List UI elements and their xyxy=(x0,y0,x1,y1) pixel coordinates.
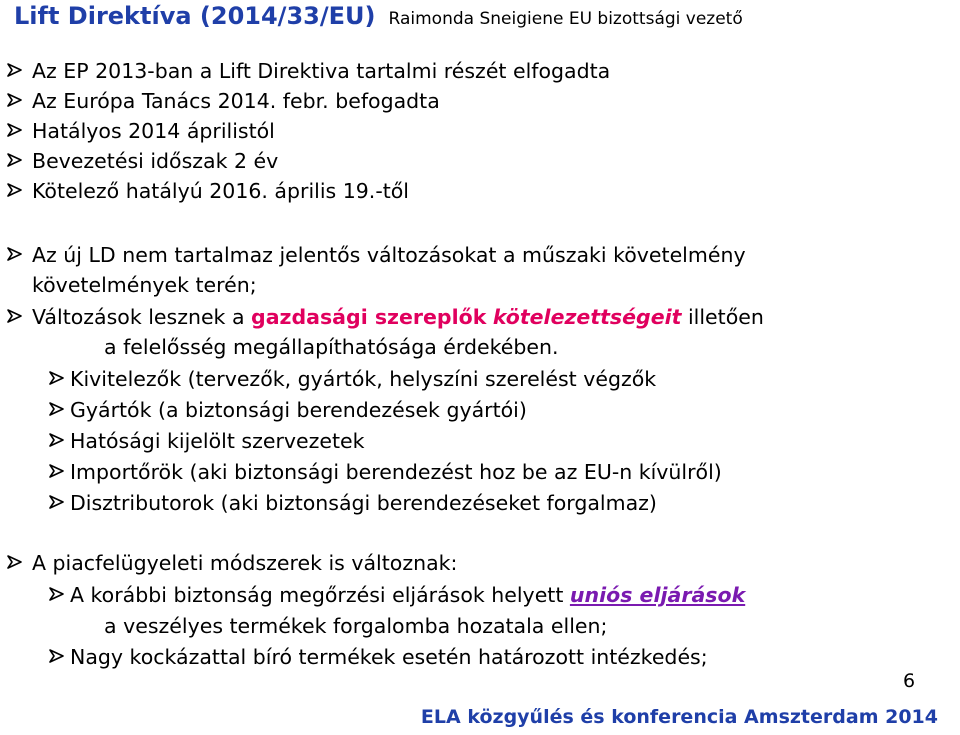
bullet-item: Az új LD nem tartalmaz jelentős változásokat a műszaki követelmény xyxy=(6,240,746,270)
arrow-bullet-icon xyxy=(48,401,70,417)
arrow-bullet-icon xyxy=(48,648,70,664)
arrow-bullet-icon xyxy=(48,370,70,386)
bullet-continuation: követelmények terén; xyxy=(32,273,257,297)
slide-title xyxy=(14,2,743,30)
bullet-continuation: a felelősség megállapíthatósága érdekében. xyxy=(104,335,559,359)
arrow-bullet-icon xyxy=(6,246,32,262)
bullet-item: A piacfelügyeleti módszerek is változnak: xyxy=(6,548,457,578)
union-procedures-link[interactable]: uniós eljárások xyxy=(569,583,746,607)
highlight-obligations: kötelezettségeit xyxy=(492,305,682,329)
sub-bullet-item: Gyártók (a biztonsági berendezések gyártói) xyxy=(48,395,527,425)
bullet-item: Az Európa Tanács 2014. febr. befogadta xyxy=(6,86,440,116)
arrow-bullet-icon xyxy=(48,432,70,448)
sub-bullet-item: A korábbi biztonság megőrzési eljárások helyett uniós eljárások xyxy=(48,580,745,610)
arrow-bullet-icon xyxy=(48,463,70,479)
footer-text: ELA közgyűlés és konferencia Amszterdam 2014 xyxy=(420,706,938,728)
arrow-bullet-icon xyxy=(6,152,32,168)
arrow-bullet-icon xyxy=(48,586,70,602)
bullet-item: Az EP 2013-ban a Lift Direktiva tartalmi részét elfogadta xyxy=(6,56,610,86)
title-main: Lift Direktíva (2014/33/EU) xyxy=(14,2,376,30)
sub-bullet-item: Importőrök (aki biztonsági berendezést hoz be az EU-n kívülről) xyxy=(48,457,722,487)
bullet-item: Bevezetési időszak 2 év xyxy=(6,146,278,176)
arrow-bullet-icon xyxy=(6,62,32,78)
sub-bullet-continuation: a veszélyes termékek forgalomba hozatala ellen; xyxy=(104,614,608,638)
sub-bullet-item: Nagy kockázattal bíró termékek esetén határozott intézkedés; xyxy=(48,642,708,672)
arrow-bullet-icon xyxy=(6,122,32,138)
sub-bullet-item: Kivitelezők (tervezők, gyártók, helyszíni szerelést végzők xyxy=(48,364,656,394)
bullet-item: Változások lesznek a gazdasági szereplők kötelezettségeit illetően xyxy=(6,302,764,332)
highlight-economic-operators: gazdasági szereplők xyxy=(251,305,487,329)
page-number: 6 xyxy=(903,670,916,692)
sub-bullet-item: Hatósági kijelölt szervezetek xyxy=(48,426,365,456)
arrow-bullet-icon xyxy=(6,554,32,570)
arrow-bullet-icon xyxy=(6,182,32,198)
arrow-bullet-icon xyxy=(6,92,32,108)
arrow-bullet-icon xyxy=(48,494,70,510)
bullet-item: Hatályos 2014 áprilistól xyxy=(6,116,275,146)
sub-bullet-item: Disztributorok (aki biztonsági berendezéseket forgalmaz) xyxy=(48,488,657,518)
arrow-bullet-icon xyxy=(6,308,32,324)
title-subtitle: Raimonda Sneigiene EU bizottsági vezető xyxy=(388,9,743,29)
bullet-item: Kötelező hatályú 2016. április 19.-től xyxy=(6,176,409,206)
